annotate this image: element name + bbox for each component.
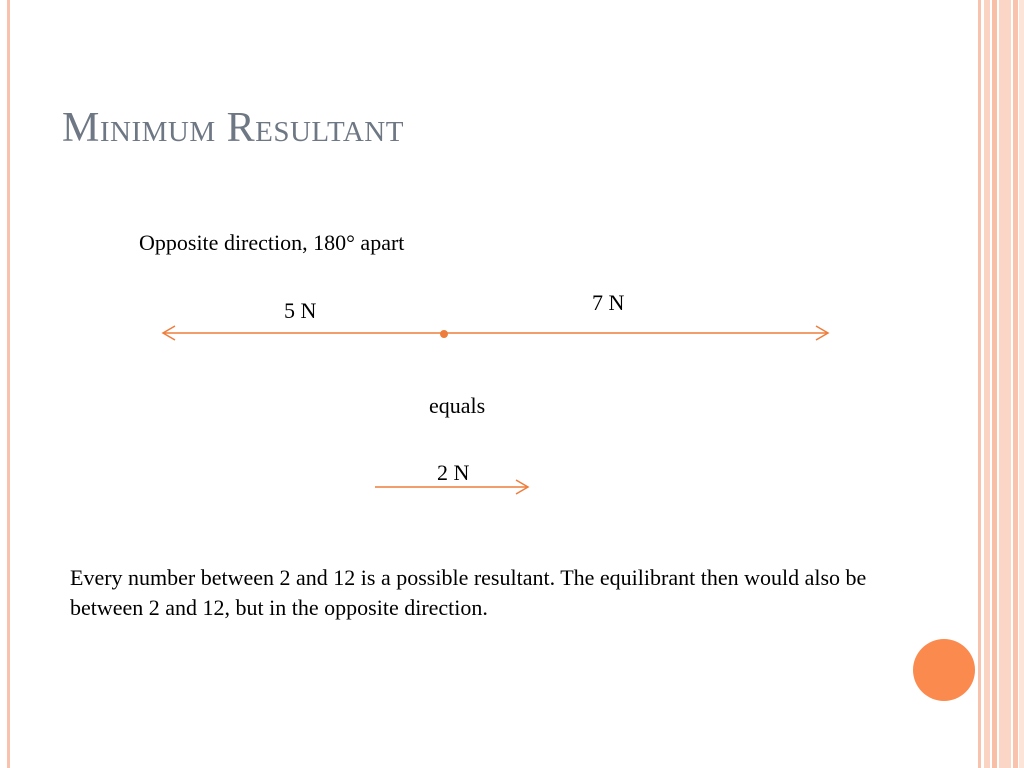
force-5n-label: 5 N — [284, 298, 317, 323]
resultant-2n-label: 2 N — [437, 460, 470, 485]
explanation-paragraph: Every number between 2 and 12 is a possible resultant. The equilibrant then would also be between 2 and 12, but in the opposite direction. — [70, 565, 867, 620]
equals-label: equals — [429, 393, 486, 418]
accent-circle — [913, 639, 975, 701]
force-7n-label: 7 N — [592, 290, 625, 315]
subtitle-text: Opposite direction, 180° apart — [139, 230, 405, 255]
slide-title: Minimum Resultant — [62, 105, 404, 151]
origin-point — [440, 330, 448, 338]
